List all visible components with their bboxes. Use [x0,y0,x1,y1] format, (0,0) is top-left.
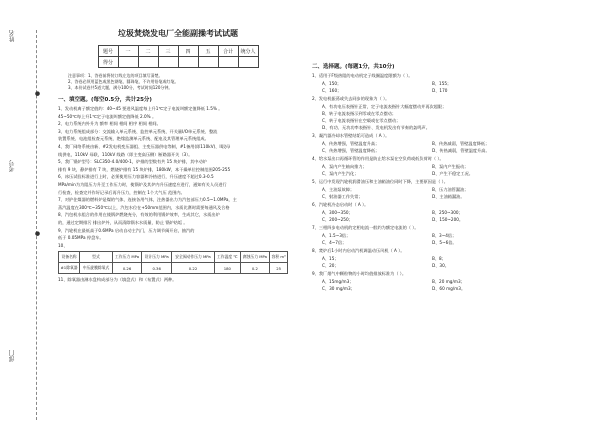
equipment-header-cell: 设备名称 [59,252,80,263]
equipment-header-cell: 工作压力 MPa [112,252,142,263]
option: C、泵内产生汽化； [322,171,359,177]
option-row [312,186,584,193]
question-line: 的，通过定期排污 排出炉外，从而清除锅水水质量，防止 锅炉结垢 。 [58,219,188,225]
mc-question [312,201,584,223]
option: B、250~300； [432,210,463,215]
option-row [312,193,584,200]
score-header-cell: 四 [178,46,198,57]
option-row [312,216,584,223]
option: A、15mg/m3； [322,279,354,284]
binding-dot: ● [34,90,41,97]
option-row [312,170,584,177]
section1-title: 一、填空题。(每空0.5分，共计25分) [58,97,152,103]
equipment-header-cell: 容积 m³ [270,252,288,263]
mc-question [312,247,584,269]
option-row [312,262,584,269]
mc-question [312,72,584,94]
equipment-table [58,251,288,274]
note-line: 注意事项：1、答卷前将装订线左边的项目填写清楚。 [68,73,163,78]
mc-question [312,95,584,131]
option-row [312,285,584,292]
option: D、传热减弱，管壁温度升高。 [432,148,490,154]
equipment-cell: 0.26 [112,263,142,274]
mc-question [312,224,584,246]
equipment-header-row [59,252,288,263]
equipment-header-cell: 工作温度 ℃ [215,252,241,263]
option-row [312,239,584,246]
question-line: 3、电力系统组成部分：交流输入单元系统、监控单元系统、开关量I/O单元系统、整流 [58,128,218,134]
score-cell [138,57,158,68]
option: C、传热增强，管壁温度降低； [322,148,380,154]
equipment-cell: 25 [270,263,288,274]
mc-question-text: 4、给水泵出口再循环管的作用是防止给水泵在空负荷或低负荷时（ ）。 [312,156,444,162]
option: D、5~6倍。 [432,240,457,246]
question-line: MPa/min为为阻压力升至工作压力时，使锅炉及其炉内升压速度应进行，通知有关人员进行 [58,181,227,187]
option: B、转子电流表指示到零或在零点摆动； [322,110,397,116]
score-cell [218,57,238,68]
question-line: 低于 0.05MPa 停盘车。 [58,235,104,241]
equipment-cell: #1除氧器 [59,263,80,274]
option: D、主油箱漏油。 [432,194,465,200]
option: C、转子电流表指针在空载或在零点摆动； [322,118,401,123]
question-line: 排有 9 块，静炉排有 7 块，燃烧炉排有 15 块炉排，180kW，本干燥单位控制范围205-255 [58,166,231,172]
option: B、20 mg/m3； [432,279,465,284]
option: A、150； [322,80,342,86]
note-line: 2、答卷必须用蓝色或黑色钢笔、圆珠笔，不许用铅笔或红笔。 [68,79,179,84]
score-header-row [98,46,258,57]
equipment-header-cell: 设计压力 MPa [142,252,172,263]
question-line: 9、汽轮机在最低高于0.6MPa 启动自动主汽门，压力调节阀开启，抽汽的 [58,227,195,233]
equipment-header-cell: 腐蚀压力 MPa [240,252,270,263]
option: A、1.5~3倍； [322,233,351,238]
mc-question-text: 1、适用于F级热阻的电动机定子线圈温度限额为（ ）。 [312,73,413,78]
option-row [312,140,584,147]
page-title: 垃圾焚烧发电厂全能副操考试试题 [118,29,238,38]
question-line: 6、冰压试验标准进行上时，必须使用压力容器和冷热进行，升压速度不超过0.3-0.5 [58,174,214,180]
option: D、有功、无功功率表指针、发电机发出有节奏的轰鸣声。 [322,125,430,131]
equipment-cell: 0.22 [171,263,214,274]
equipment-cell: 180 [215,263,241,274]
mc-question [312,132,584,154]
equipment-header-cell: 型式 [80,252,113,263]
question-line: 10、 [58,242,68,248]
score-header-cell: 统分人 [238,46,258,57]
score-header-cell: 二 [138,46,158,57]
score-header-cell: 题号 [98,46,118,57]
score-cell [238,57,258,68]
score-header-cell: 五 [198,46,218,57]
option: C、射油器工作失常； [322,194,363,200]
equipment-cell: 中压旋膜除氧式 [80,263,113,274]
score-value-row [98,57,258,68]
equipment-cell: 0.36 [142,263,172,274]
mc-question [312,155,584,177]
option: A、15； [322,256,339,261]
question-line: 2、电力系统内外升为 额率 相间 相间 相序 相间 相间。 [58,121,161,127]
option: B、8； [432,256,446,261]
equipment-row [59,263,288,274]
option: D、30。 [432,263,449,269]
mc-question [312,270,584,292]
score-header-cell: 三 [158,46,178,57]
equipment-header-cell: 安全阀动作压力 MPa [171,252,214,263]
option: A、有功电压表指针正常，定子电流表指针大幅度摆动并再次超限； [322,103,447,109]
score-cell [178,57,198,68]
mc-question-text: 6、汽轮机冷态启动时（ A ）。 [312,202,369,208]
option-row [312,209,584,216]
option-row [312,255,584,262]
equipment-cell: 0.2 [240,263,270,274]
option: D、产生不稳定工况。 [432,171,473,177]
option: C、200~250； [322,217,353,223]
score-header-cell: 合计 [218,46,238,57]
option: C、4~7倍； [322,240,347,246]
option: B、3~4倍； [432,233,457,238]
option: A、传热增强，管壁温度升高； [322,141,380,146]
score-header-cell: 一 [118,46,138,57]
mc-question-text: 9、我厂烟气中颗粒物的小时均值排放标准为（ ）。 [312,271,407,277]
question-line: 行检查，检查完并作好记录后再升压力，控制在 1个大气压 范围内。 [58,189,185,195]
notes [58,73,298,91]
option: A、主油泵故障； [322,187,355,192]
question-line: 4、我厂网络系统由新、#2发电机变压器组、主变压器供电等制，#1备用(即110kV)、II段母 [58,143,231,149]
option: B、155； [432,80,452,86]
question-line: 11、除氧器由淋水盘构成部分为（填盘式）和（布置式）两种。 [58,277,177,283]
option: C、20； [322,263,339,269]
question-line: 蒸汽温度在300℃~350℃以上，汽包水位在+50mm范围内，水质比赛时需要每通风及合格 [58,204,230,210]
binding-dot: ● [34,230,41,237]
question-line: 装置系统、电池组检查元系统、绝缘监测单元系统、配电及其管理单元系统组成。 [58,136,209,142]
mc-question-text: 8、焚炉后1小时内启动汽机调温动压风机（ A ）。 [312,248,405,254]
question-line: 8、汽包机水组合的作用在使锅炉燃烧充分，有效的利用锅炉效率，生成其它，水质出炉 [58,212,220,218]
mc-question-text: 3、凝汽器冷却水管壁结垢可造成（ A ）。 [312,133,390,139]
option-row [312,278,584,285]
note-line: 3、本份试卷共5道大题，满分100分，考试时间120分钟。 [68,85,173,90]
option-row [312,163,584,170]
section2-title: 二、选择题。(每题1分，共10分) [312,64,395,70]
question-line: 7、对护住煤器的燃料炉是煤的气体，连接各用气体，注热器出力为汽包部压力0.5~1.0MPa，主 [58,197,237,203]
mc-question-text: 2、发电机振荡或失去同步的现象为（ ）。 [312,96,390,101]
option-row [312,87,584,94]
score-cell [118,57,138,68]
option: A、泵内产生轴向推力； [322,164,367,169]
score-table [98,45,259,68]
binding-label-dept: 部门 [9,350,16,362]
mc-question-text: 5、运行中发现汽轮机润滑油压和主油箱油位同时下降，主要原因是（ ）。 [312,179,448,185]
option: D、60 mg/m3。 [432,286,466,292]
question-line: 线供电，110kV 母联，110kV 线路（即主变高压侧）断路器开关（3）。 [58,151,193,157]
binding-line [36,30,37,420]
option-row [312,232,584,239]
option: C、30 mg/m3； [322,286,355,292]
mc-question-text: 7、三相四步电动机的定相电流一般约为额定电流的（ ）。 [312,225,419,231]
score-cell [158,57,178,68]
option: C、160； [322,87,342,93]
option: A、300~350； [322,210,353,215]
option: B、泵内产生振动； [432,164,469,169]
binding-margin [8,30,41,420]
option: B、传热减弱，管壁温度降低； [432,141,490,146]
score-cell [198,57,218,68]
option-row [312,147,584,154]
option: D、150~200。 [432,217,464,223]
score-row-label: 得分 [98,57,118,68]
right-column [312,58,584,292]
binding-label-number: 考号 [9,160,16,172]
question-line: 45~50℃每上升1℃定子电流叫额定值降低 2.0% 。 [58,113,157,119]
option: D、170 [432,87,448,93]
option: B、压力油管漏油； [432,187,469,192]
option-row [312,80,584,87]
left-column [58,28,298,284]
binding-label-name: 姓名 [9,30,16,42]
question-line: 5、我厂锅炉型号：SLC350-4.0/400-1，炉排的型数有共 15 块炉排，其中动炉 [58,159,207,165]
mc-question [312,178,584,200]
question-line: 1、发动机离子额定值约：40~45 要进风温度每上升1℃定子电流叫额定值降低 1.5% 。 [58,106,223,111]
section1-questions [58,105,298,249]
